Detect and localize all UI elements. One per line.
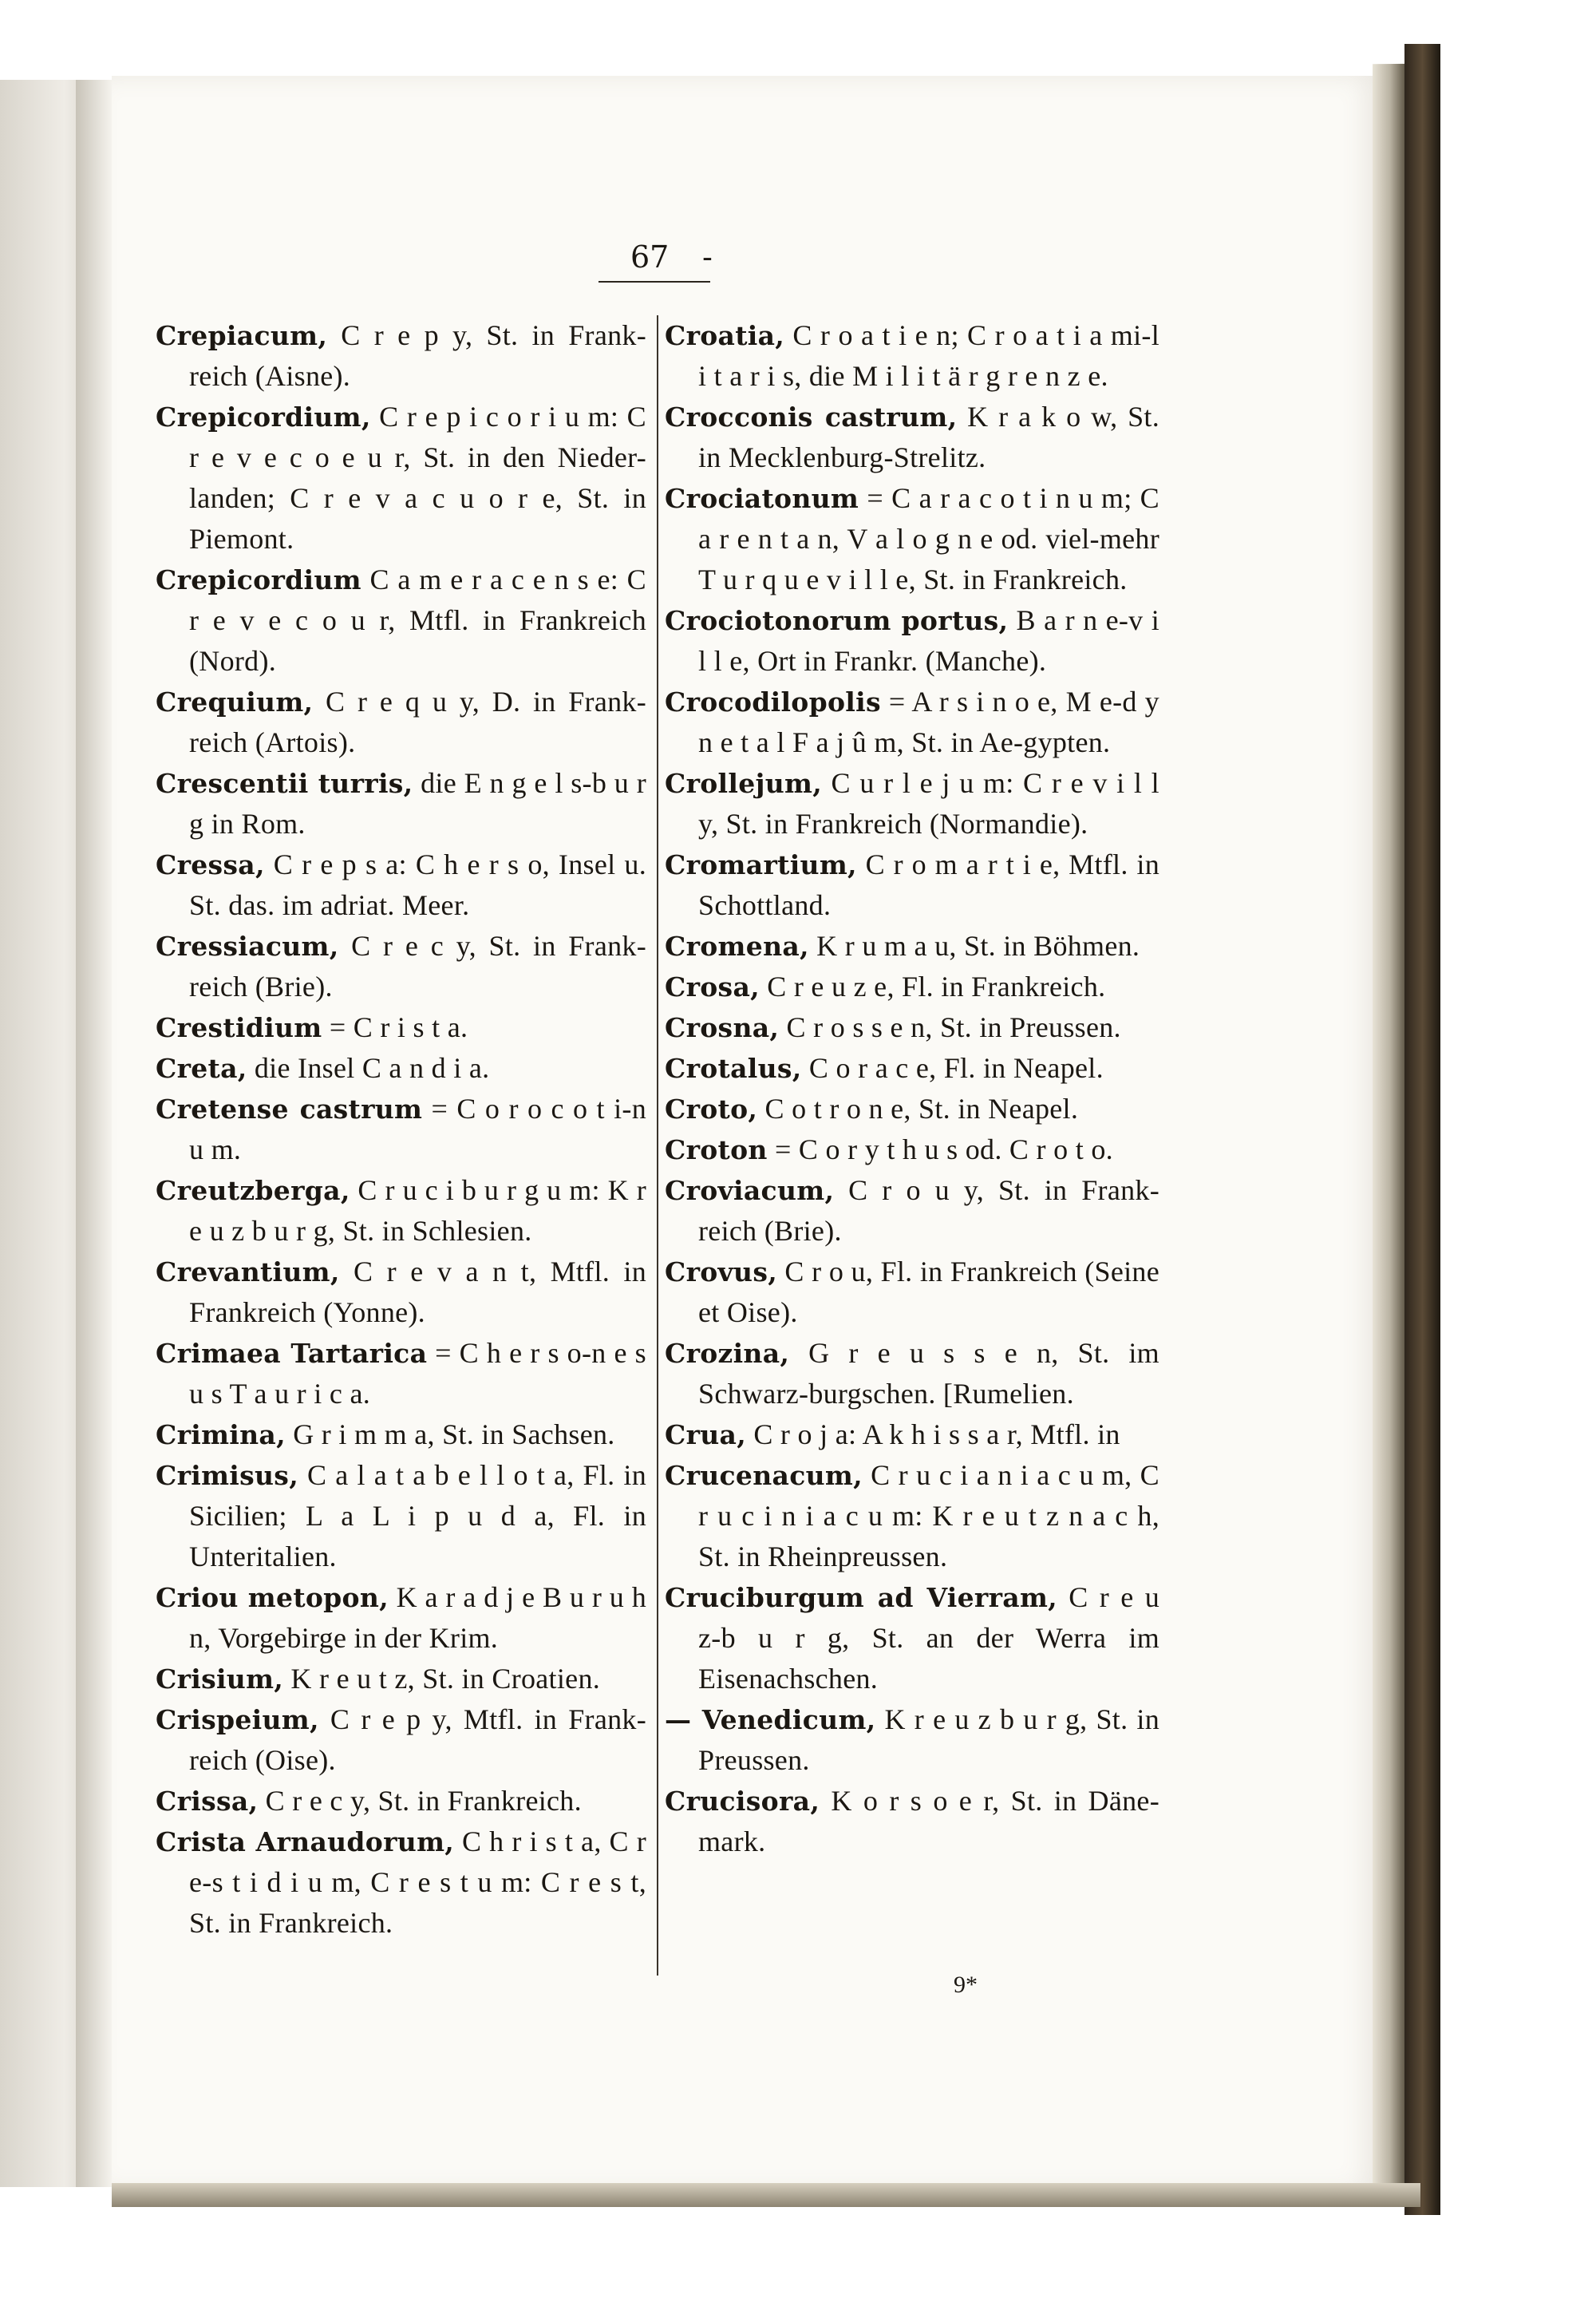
page-number-dash: -	[702, 239, 713, 275]
dictionary-entry	[665, 1414, 1159, 1455]
entry-definition: C r e c y, St. in Frankreich.	[258, 1785, 582, 1817]
entry-lemma: Crollejum,	[665, 768, 823, 799]
left-column	[156, 315, 646, 1944]
dictionary-entry	[665, 1129, 1159, 1170]
dictionary-entry	[665, 926, 1159, 967]
dictionary-entry	[156, 682, 646, 763]
entry-lemma: Croatia,	[665, 320, 785, 351]
entry-definition: K r u m a u, St. in Böhmen.	[808, 930, 1140, 962]
dictionary-entry	[156, 1414, 646, 1455]
entry-lemma: Crotalus,	[665, 1053, 802, 1084]
entry-lemma: Crisium,	[156, 1663, 284, 1695]
dictionary-entry	[156, 1577, 646, 1659]
dictionary-entry	[665, 1333, 1159, 1414]
entry-lemma: Criou metopon,	[156, 1582, 389, 1613]
entry-definition: C u r l e j u m: C r e v i l l y, St. in Frankreich (Normandie).	[698, 767, 1159, 840]
entry-lemma: — Venedicum,	[665, 1704, 876, 1735]
entry-definition: K o r s o e r, St. in Däne-mark.	[698, 1785, 1159, 1857]
dictionary-entry	[665, 478, 1159, 600]
entry-lemma: Crequium,	[156, 686, 314, 718]
dictionary-entry	[156, 1781, 646, 1821]
entry-lemma: Creta,	[156, 1053, 247, 1084]
right-column	[665, 315, 1159, 1862]
dictionary-entry	[665, 763, 1159, 844]
dictionary-entry	[156, 926, 646, 1007]
entry-lemma: Crevantium,	[156, 1256, 340, 1287]
dictionary-entry	[665, 315, 1159, 397]
entry-lemma: Creutzberga,	[156, 1175, 350, 1206]
dictionary-entry	[665, 1577, 1159, 1699]
dictionary-entry	[156, 315, 646, 397]
entry-lemma: Croviacum,	[665, 1175, 835, 1206]
dictionary-entry	[665, 1252, 1159, 1333]
entry-definition: B a r n e-v i l l e, Ort in Frankr. (Manche).	[698, 604, 1159, 677]
entry-lemma: Crepiacum,	[156, 320, 328, 351]
dictionary-entry	[665, 1007, 1159, 1048]
dictionary-entry	[156, 1659, 646, 1699]
entry-definition: = C a r a c o t i n u m; C a r e n t a n, V a l o g n e od. viel-mehr T u r q u e v i l l e, St. in Frankreich.	[698, 482, 1159, 595]
book-cover-edge	[1404, 44, 1440, 2215]
entry-definition: = C h e r s o-n e s u s T a u r i c a.	[189, 1337, 646, 1410]
entry-definition: C r u c i b u r g u m: K r e u z b u r g, St. in Schlesien.	[189, 1174, 646, 1247]
entry-lemma: Crociotonorum portus,	[665, 605, 1009, 636]
entry-definition: K r a k o w, St. in Mecklenburg-Strelitz.	[698, 401, 1160, 473]
entry-lemma: Crocodilopolis	[665, 686, 881, 718]
dictionary-entry	[665, 397, 1159, 478]
dictionary-entry	[665, 1699, 1159, 1781]
entry-definition: C r o m a r t i e, Mtfl. in Schottland.	[698, 848, 1159, 921]
dictionary-entry	[156, 397, 646, 560]
entry-definition: C o r a c e, Fl. in Neapel.	[801, 1052, 1104, 1084]
entry-definition: C r e c y, St. in Frank-reich (Brie).	[189, 930, 646, 1003]
header-rule	[598, 281, 710, 283]
entry-lemma: Crepicordium	[156, 564, 361, 595]
entry-lemma: Croto,	[665, 1094, 758, 1125]
dictionary-entry	[156, 763, 646, 844]
entry-definition: K r e u t z, St. in Croatien.	[283, 1663, 601, 1695]
entry-lemma: Cressiacum,	[156, 931, 339, 962]
entry-lemma: Crescentii turris,	[156, 768, 413, 799]
dictionary-entry	[665, 844, 1159, 926]
entry-lemma: Crucisora,	[665, 1786, 820, 1817]
entry-definition: C r e v a n t, Mtfl. in Frankreich (Yonne).	[189, 1256, 646, 1328]
entry-lemma: Crozina,	[665, 1338, 790, 1369]
entry-definition: C o t r o n e, St. in Neapel.	[757, 1093, 1079, 1125]
dictionary-entry	[156, 1007, 646, 1048]
entry-lemma: Cromartium,	[665, 849, 857, 880]
entry-lemma: Crimaea Tartarica	[156, 1338, 428, 1369]
entry-definition: C r e p y, Mtfl. in Frank-reich (Oise).	[189, 1703, 646, 1776]
dictionary-entry	[665, 1170, 1159, 1252]
entry-definition: C r o a t i e n; C r o a t i a mi-l i t a r i s, die M i l i t ä r g r e n z e.	[698, 319, 1159, 392]
entry-definition: C r e u z e, Fl. in Frankreich.	[759, 971, 1106, 1003]
entry-lemma: Crosna,	[665, 1012, 780, 1043]
dictionary-entry	[665, 1455, 1159, 1577]
entry-lemma: Crista Arnaudorum,	[156, 1826, 455, 1857]
entry-definition: = C o r y t h u s od. C r o t o.	[767, 1133, 1113, 1165]
dictionary-entry	[665, 1781, 1159, 1862]
entry-lemma: Crucenacum,	[665, 1460, 863, 1491]
entry-lemma: Croton	[665, 1134, 768, 1165]
entry-lemma: Crovus,	[665, 1256, 777, 1287]
dictionary-entry	[156, 1821, 646, 1944]
dictionary-entry	[156, 1089, 646, 1170]
entry-lemma: Crosa,	[665, 971, 760, 1003]
entry-lemma: Crepicordium,	[156, 401, 371, 433]
entry-lemma: Crispeium,	[156, 1704, 319, 1735]
entry-lemma: Crua,	[665, 1419, 747, 1450]
dictionary-entry	[156, 1455, 646, 1577]
entry-definition: G r i m m a, St. in Sachsen.	[285, 1418, 615, 1450]
entry-definition: die Insel C a n d i a.	[247, 1052, 490, 1084]
signature-mark: 9*	[954, 1972, 978, 1998]
entry-definition: die E n g e l s-b u r g in Rom.	[189, 767, 647, 840]
dictionary-entry	[156, 1170, 646, 1252]
entry-definition: C r e p s a: C h e r s o, Insel u. St. das. im adriat. Meer.	[189, 848, 646, 921]
entry-definition: = C r i s t a.	[322, 1011, 468, 1043]
dictionary-entry	[156, 1699, 646, 1781]
entry-definition: C r o u, Fl. in Frankreich (Seine et Oise).	[698, 1256, 1159, 1328]
dictionary-entry	[156, 844, 646, 926]
dictionary-entry	[665, 600, 1159, 682]
entry-lemma: Cromena,	[665, 931, 809, 962]
entry-definition: C a l a t a b e l l o t a, Fl. in Sicilien; L a L i p u d a, Fl. in Unteritalien.	[189, 1459, 646, 1572]
entry-lemma: Cretense castrum	[156, 1094, 423, 1125]
dictionary-entry	[665, 1089, 1159, 1129]
entry-lemma: Cruciburgum ad Vierram,	[665, 1582, 1057, 1613]
column-divider	[657, 315, 658, 1976]
entry-definition: C r o u y, St. in Frank-reich (Brie).	[698, 1174, 1159, 1247]
entry-definition: = A r s i n o e, M e-d y n e t a l F a j û m, St. in Ae-gypten.	[698, 686, 1159, 758]
entry-definition: C h r i s t a, C r e-s t i d i u m, C r e s t u m: C r e s t, St. in Frankreich.	[189, 1825, 646, 1939]
book-bottom-edge	[112, 2183, 1420, 2207]
dictionary-entry	[665, 682, 1159, 763]
page-number: 67	[630, 239, 670, 275]
dictionary-entry	[156, 1333, 646, 1414]
entry-lemma: Crocconis castrum,	[665, 401, 958, 433]
entry-definition: C r o s s e n, St. in Preussen.	[779, 1011, 1121, 1043]
entry-definition: C r e u z-b u r g, St. an der Werra im Eisenachschen.	[698, 1581, 1159, 1695]
entry-definition: K r e u z b u r g, St. in Preussen.	[698, 1703, 1160, 1776]
entry-lemma: Crimina,	[156, 1419, 286, 1450]
entry-definition: C r e q u y, D. in Frank-reich (Artois).	[189, 686, 646, 758]
entry-definition: C r u c i a n i a c u m, C r u c i n i a c u m: K r e u t z n a c h, St. in Rheinpreussen.	[698, 1459, 1159, 1572]
dictionary-entry	[665, 967, 1159, 1007]
dictionary-entry	[665, 1048, 1159, 1089]
entry-lemma: Crociatonum	[665, 483, 859, 514]
entry-lemma: Crimisus,	[156, 1460, 298, 1491]
entry-definition: G r e u s s e n, St. im Schwarz-burgschen. [Rumelien.	[698, 1337, 1159, 1410]
entry-definition: C a m e r a c e n s e: C r e v e c o u r, Mtfl. in Frankreich (Nord).	[189, 564, 646, 677]
entry-definition: = C o r o c o t i-n u m.	[189, 1093, 646, 1165]
entry-lemma: Cressa,	[156, 849, 265, 880]
dictionary-entry	[156, 1252, 646, 1333]
entry-lemma: Crissa,	[156, 1786, 259, 1817]
entry-definition: C r o j a: A k h i s s a r, Mtfl. in	[746, 1418, 1120, 1450]
dictionary-entry	[156, 560, 646, 682]
dictionary-entry	[156, 1048, 646, 1089]
entry-definition: K a r a d j e B u r u h n, Vorgebirge in der Krim.	[189, 1581, 646, 1654]
entry-definition: C r e p i c o r i u m: C r e v e c o e u r, St. in den Nieder-landen; C r e v a c u o r e, St. in Piemont.	[189, 401, 646, 555]
entry-definition: C r e p y, St. in Frank-reich (Aisne).	[189, 319, 646, 392]
entry-lemma: Crestidium	[156, 1012, 322, 1043]
